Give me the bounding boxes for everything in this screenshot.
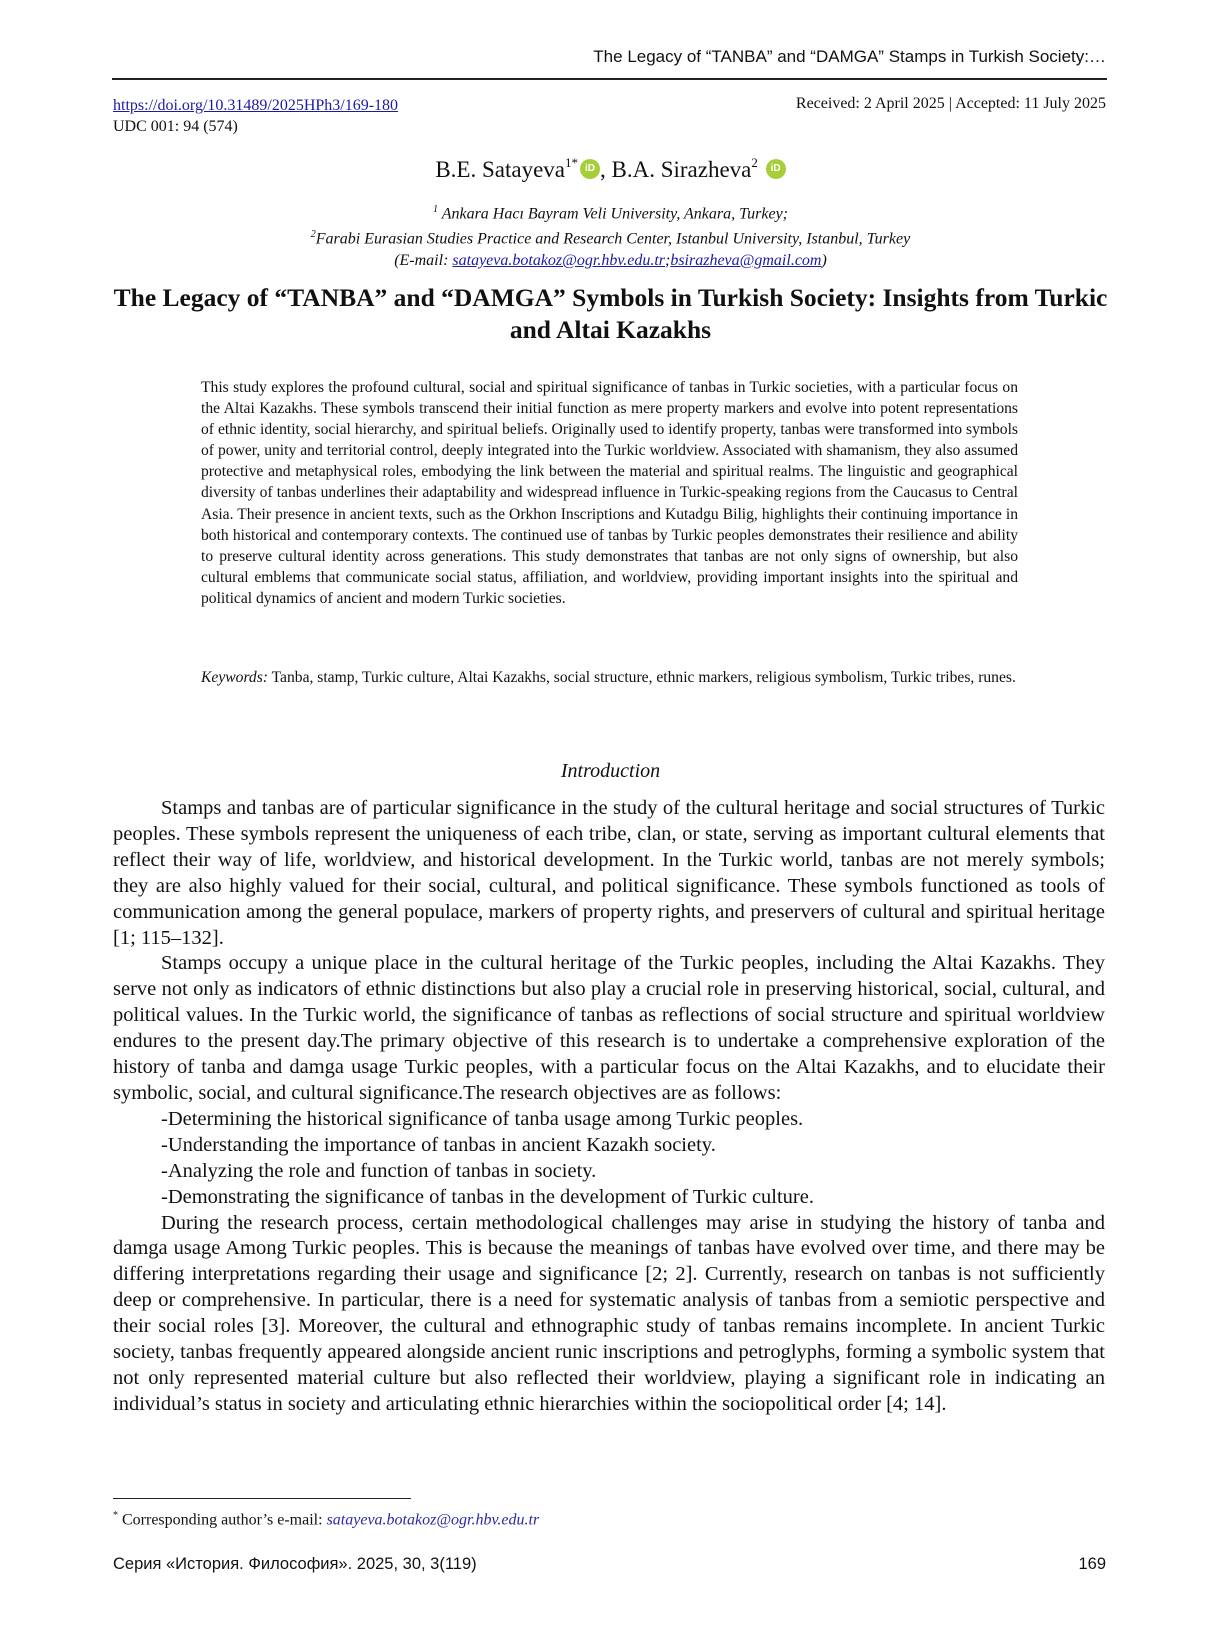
abstract: This study explores the profound cultural, social and spiritual significance of tanbas in Turkic societies, with a particular focus on the Altai Kazakhs. These symbols transcend their initial function as mere property markers and evolve into potent representations of ethnic identity, social hierarchy, and spiritual beliefs. Originally used to identify property, tanbas were transformed into symbols of power, unity and territorial control, deeply integrated into the Turkic worldview. Associated with shamanism, they also assumed protective and metaphysical roles, embodying the link between the material and spiritual realms. The linguistic and geographical diversity of tanbas underlines their adaptability and widespread influence in Turkic-speaking regions from the Caucasus to Central Asia. Their presence in ancient texts, such as the Orkhon Inscriptions and Kutadgu Bilig, highlights their continuing importance in both historical and contemporary contexts. The continued use of tanbas by Turkic peoples demonstrates their resilience and ability to preserve cultural identity across generations. This study demonstrates that tanbas are not only signs of ownership, but also cultural emblems that communicate social status, affiliation, and worldview, providing important insights into the spiritual and political dynamics of ancient and modern Turkic societies. xyxy=(201,379,1018,607)
paper-title: The Legacy of “TANBA” and “DAMGA” Symbols in Turkish Society: Insights from Turkic and Altai Kazakhs xyxy=(113,283,1108,344)
footnote-mark: * xyxy=(113,1510,118,1521)
objective-item: -Determining the historical significance of tanba usage among Turkic peoples. xyxy=(161,1107,804,1130)
email-close: ) xyxy=(821,251,827,269)
author-emails xyxy=(0,250,1221,271)
journal-series: Серия «История. Философия». 2025, 30, 3(119) xyxy=(113,1555,477,1573)
author-affiliation-mark: 1* xyxy=(565,155,578,170)
affiliation-1 xyxy=(0,199,1221,224)
footnote-text: Corresponding author’s e-mail: xyxy=(118,1511,327,1529)
doi-link[interactable]: https://doi.org/10.31489/2025HPh3/169-180 xyxy=(113,97,399,114)
author-list xyxy=(0,155,1221,183)
affiliation-2 xyxy=(0,224,1221,249)
body-text xyxy=(113,796,1105,1418)
footnote-email[interactable]: satayeva.botakoz@ogr.hbv.edu.tr xyxy=(326,1511,540,1529)
paragraph: Stamps occupy a unique place in the cultural heritage of the Turkic peoples, including the Altai Kazakhs. They serve not only as indicators of ethnic distinctions but also play a crucial role in preserving historical, social, cultural, and political values. In the Turkic world, the significance of tanbas as reflections of social structure and spiritual worldview endures to the present day.The primary objective of this research is to undertake a comprehensive exploration of the history of tanba and damga usage Turkic peoples, with a particular focus on the Altai Kazakhs, and to elucidate their symbolic, social, and cultural significance.The research objectives are as follows: xyxy=(113,952,1105,1104)
objective-item: -Demonstrating the significance of tanbas in the development of Turkic culture. xyxy=(161,1185,814,1208)
author-name: B.E. Satayeva xyxy=(435,157,565,182)
email-separator: ; xyxy=(665,251,671,269)
running-head: The Legacy of “TANBA” and “DAMGA” Stamps in Turkish Society:… xyxy=(593,47,1106,66)
footnote-rule xyxy=(113,1498,411,1499)
orcid-icon[interactable]: iD xyxy=(766,159,786,179)
header-rule xyxy=(112,78,1107,80)
udc-code: UDC 001: 94 (574) xyxy=(113,118,238,135)
article-meta xyxy=(113,95,398,137)
author-affiliation-mark: 2 xyxy=(751,155,758,170)
keywords xyxy=(201,667,1018,688)
page-number: 169 xyxy=(1078,1555,1106,1573)
keywords-text: Tanba, stamp, Turkic culture, Altai Kazakhs, social structure, ethnic markers, religious symbolism, Turkic tribes, runes. xyxy=(268,669,1016,686)
author-separator: , xyxy=(600,157,612,182)
author-name: B.A. Sirazheva xyxy=(611,157,752,182)
received-accepted-dates: Received: 2 April 2025 | Accepted: 11 July 2025 xyxy=(795,95,1106,112)
keywords-label: Keywords: xyxy=(201,669,268,686)
paragraph: During the research process, certain methodological challenges may arise in studying the history of tanba and damga usage Among Turkic peoples. This is because the meanings of tanbas have evolved over time, and there may be differing interpretations regarding their usage and significance [2; 2]. Currently, research on tanbas is not sufficiently deep or comprehensive. In particular, there is a need for systematic analysis of tanbas from a semiotic perspective and their social roles [3]. Moreover, the cultural and ethnographic study of tanbas remains incomplete. In ancient Turkic society, tanbas frequently appeared alongside ancient runic inscriptions and petroglyphs, forming a symbolic system that not only represented material culture but also reflected their worldview, playing a significant role in indicating an individual’s status in society and articulating ethnic hierarchies within the sociopolitical order [4; 14]. xyxy=(113,1211,1105,1415)
email-link[interactable]: satayeva.botakoz@ogr.hbv.edu.tr xyxy=(452,251,665,269)
orcid-icon[interactable]: iD xyxy=(580,159,600,179)
footnote xyxy=(113,1510,539,1529)
objective-item: -Analyzing the role and function of tanbas in society. xyxy=(161,1159,597,1182)
email-label: (E-mail: xyxy=(394,251,453,269)
affiliation-number: 1 xyxy=(432,204,438,215)
paragraph: Stamps and tanbas are of particular significance in the study of the cultural heritage and social structures of Turkic peoples. These symbols represent the uniqueness of each tribe, clan, or state, serving as important cultural elements that reflect their way of life, worldview, and historical development. In the Turkic world, tanbas are not merely symbols; they are also highly valued for their social, cultural, and political significance. These symbols functioned as tools of communication among the general populace, markers of property rights, and preservers of cultural and spiritual heritage [1; 115–132]. xyxy=(113,797,1105,949)
objective-item: -Understanding the importance of tanbas in ancient Kazakh society. xyxy=(161,1133,716,1156)
email-link[interactable]: bsirazheva@gmail.com xyxy=(670,251,822,269)
section-heading: Introduction xyxy=(560,760,661,782)
affiliations xyxy=(0,199,1221,271)
affiliation-text: Ankara Hacı Bayram Veli University, Ankara, Turkey; xyxy=(437,205,788,223)
affiliation-text: Farabi Eurasian Studies Practice and Research Center, Istanbul University, Istanbul, Turkey xyxy=(315,230,911,248)
affiliation-number: 2 xyxy=(310,229,316,241)
